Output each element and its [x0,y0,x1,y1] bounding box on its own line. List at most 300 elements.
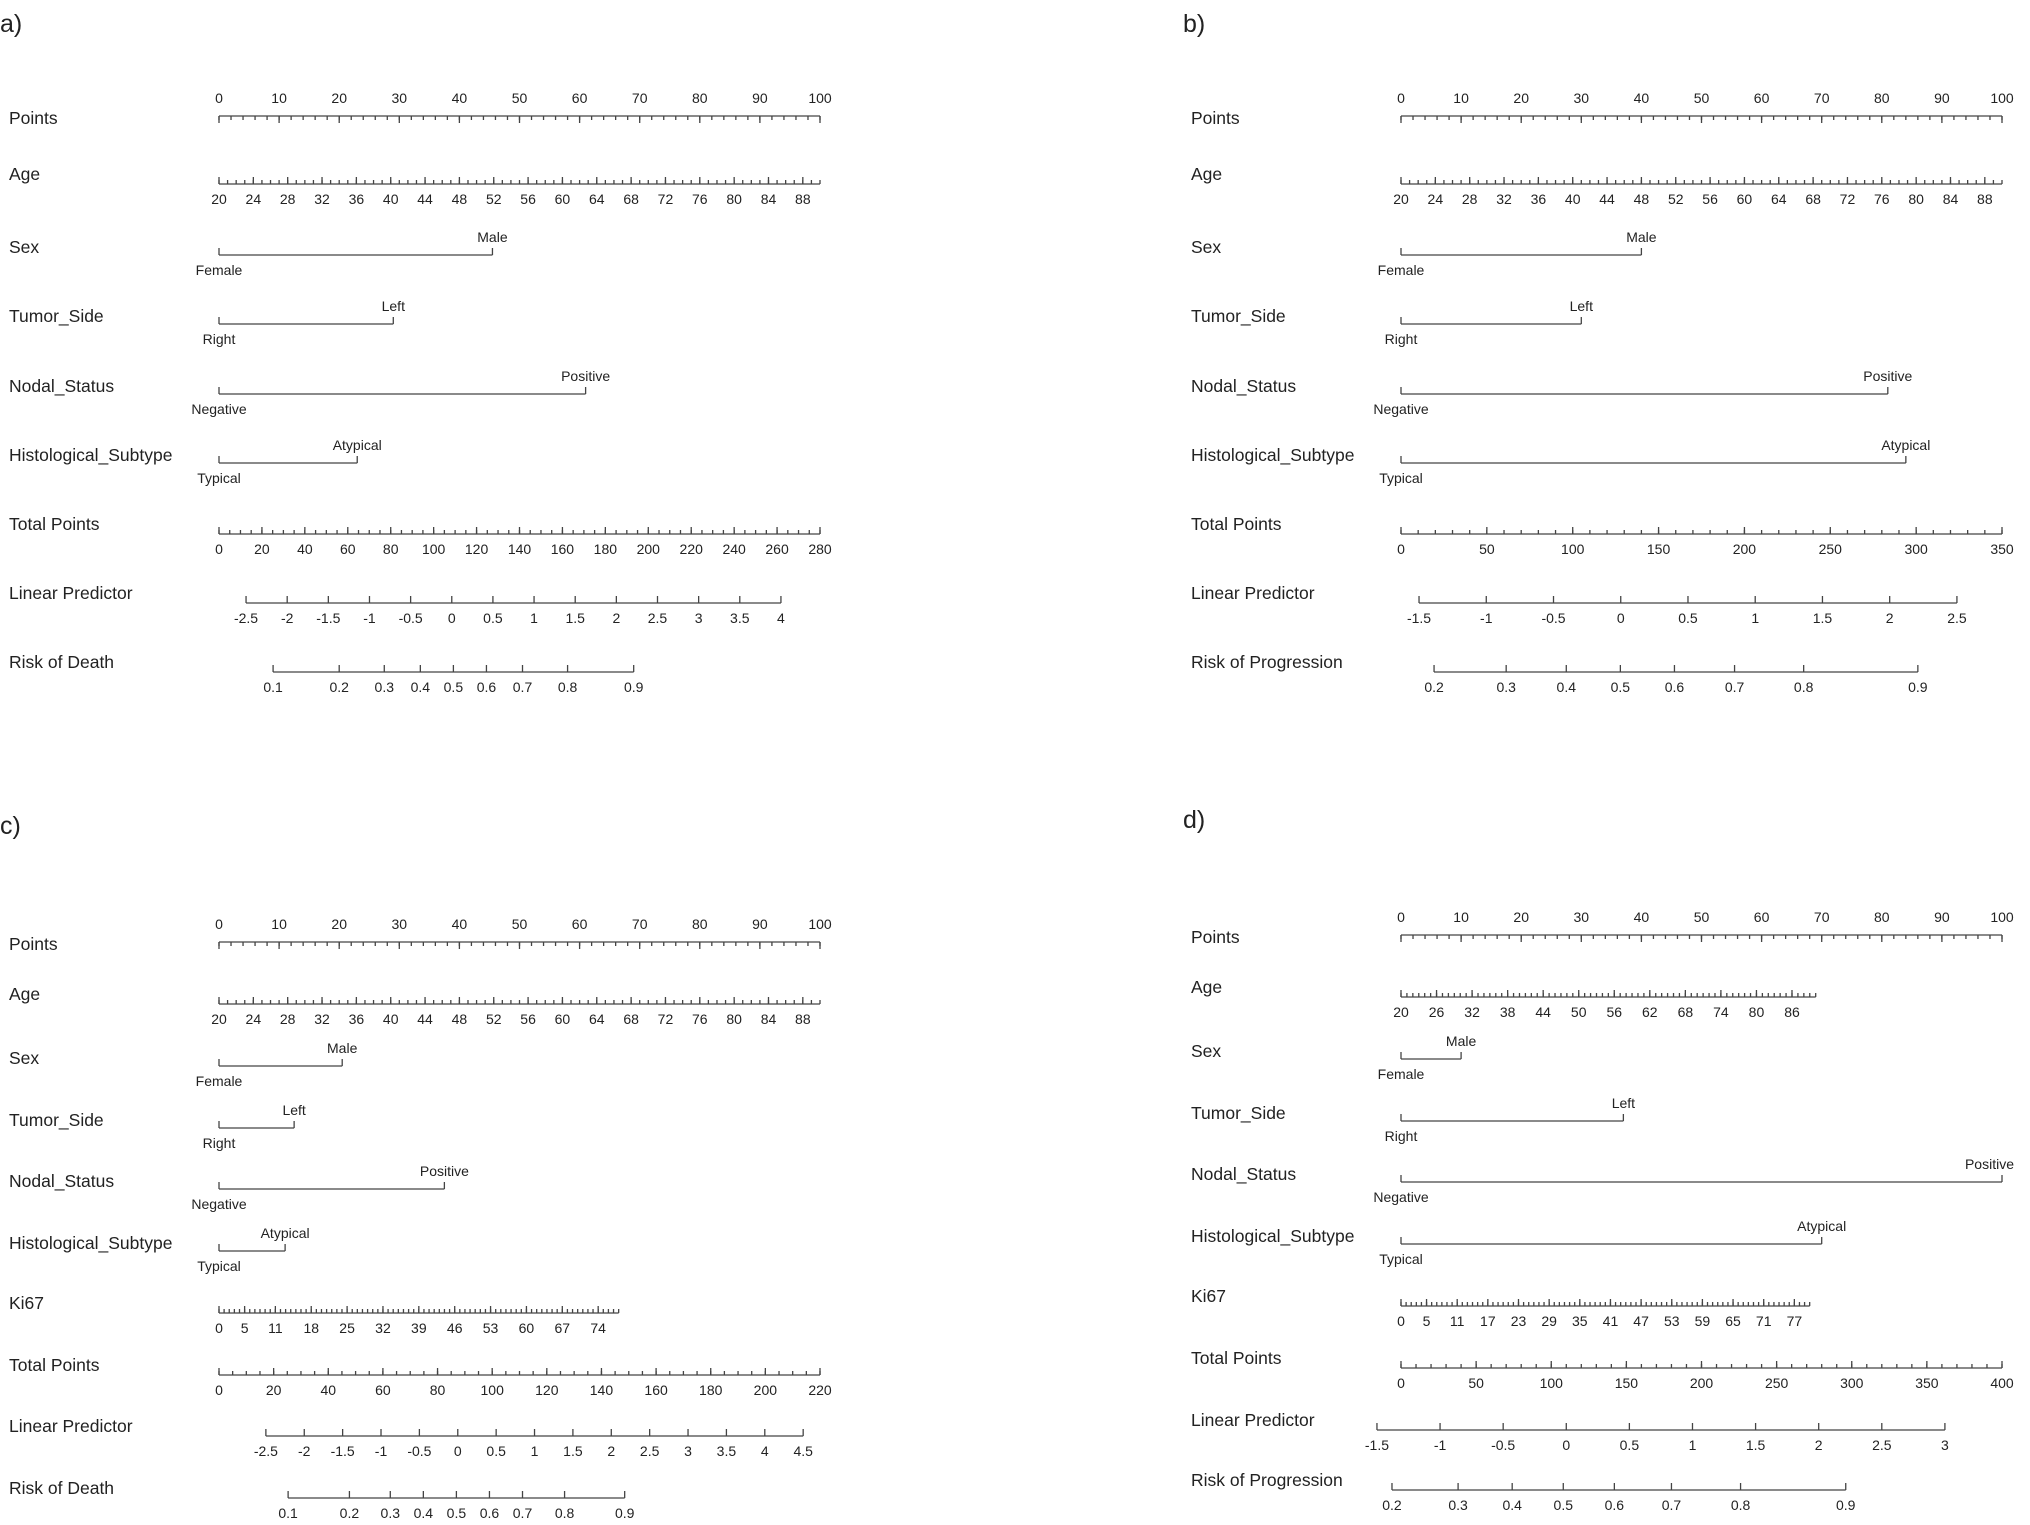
row-histological-subtype-label: Histological_Subtype [1191,445,1355,465]
row-sex-level-female: Female [195,262,243,278]
row-total-points-tick-label: 120 [535,1382,559,1398]
row-linear-predictor-tick-label: 0.5 [486,1443,506,1459]
row-total-points-tick-label: 100 [1561,541,1585,557]
row-risk-of-death [9,652,644,695]
row-ki67-tick-label: 71 [1755,1313,1772,1329]
row-age-label: Age [1191,164,1223,184]
row-tumor-side-level-right: Right [202,1135,236,1151]
row-points-tick-label: 20 [331,90,347,106]
row-age-tick-label: 72 [657,191,674,207]
row-age-tick-label: 76 [692,1011,708,1027]
row-risk-of-death-tick-label: 0.8 [557,679,578,695]
row-total-points-tick-label: 20 [265,1382,282,1398]
row-age-tick-label: 20 [211,1011,227,1027]
row-age-tick-label: 40 [382,191,399,207]
row-linear-predictor-tick-label: 2.5 [647,610,668,626]
row-ki67-tick-label: 47 [1633,1313,1649,1329]
row-linear-predictor-tick-label: 0 [453,1443,462,1459]
row-age-tick-label: 56 [1702,191,1718,207]
row-linear-predictor [1191,583,1967,626]
row-age-tick-label: 44 [1599,191,1615,207]
panel-c [0,812,832,1521]
row-points-tick-label: 50 [1693,90,1710,106]
row-sex [9,1040,358,1089]
row-linear-predictor-tick-label: 1.5 [563,1443,583,1459]
row-age-tick-label: 20 [1393,191,1409,207]
row-linear-predictor-tick-label: -1 [1480,610,1493,626]
row-points-tick-label: 0 [1397,909,1405,925]
row-linear-predictor-tick-label: -0.5 [407,1443,432,1459]
row-age-tick-label: 32 [314,191,330,207]
row-linear-predictor-tick-label: 0.5 [1619,1437,1640,1453]
row-risk-of-death-tick-label: 0.7 [512,679,533,695]
row-sex-level-female: Female [1377,1066,1425,1082]
row-age-tick-label: 64 [588,1011,605,1027]
row-points-tick-label: 0 [215,90,223,106]
row-points-tick-label: 40 [1633,90,1650,106]
row-sex-label: Sex [9,1048,40,1068]
row-total-points-tick-label: 0 [1397,1375,1405,1391]
row-linear-predictor [1191,1410,1949,1453]
row-linear-predictor-tick-label: 0.5 [1678,610,1698,626]
row-age-tick-label: 68 [1677,1004,1694,1020]
row-age-tick-label: 20 [1393,1004,1409,1020]
row-histological-subtype-label: Histological_Subtype [1191,1226,1355,1246]
row-sex-level-male: Male [327,1040,358,1056]
row-risk-of-progression-tick-label: 0.8 [1730,1497,1751,1513]
row-total-points-tick-label: 100 [421,541,446,557]
row-total-points-tick-label: 120 [464,541,489,557]
row-points-tick-label: 10 [1453,909,1469,925]
row-linear-predictor-tick-label: 4 [777,610,785,626]
row-total-points [1191,1348,2014,1391]
row-risk-of-death-tick-label: 0.5 [443,679,464,695]
row-total-points-label: Total Points [1191,1348,1282,1368]
row-age-tick-label: 24 [245,191,262,207]
row-total-points-label: Total Points [9,1355,100,1375]
row-points [9,90,832,128]
row-tumor-side-label: Tumor_Side [9,306,104,326]
row-age-tick-label: 36 [1530,191,1547,207]
row-age [9,984,820,1027]
row-risk-of-death-tick-label: 0.9 [623,679,644,695]
row-risk-of-death-tick-label: 0.2 [329,679,349,695]
row-points-tick-label: 30 [1573,909,1590,925]
row-age-tick-label: 60 [554,1011,571,1027]
row-age-tick-label: 40 [382,1011,399,1027]
row-linear-predictor-tick-label: -1 [374,1443,388,1459]
row-risk-of-progression-tick-label: 0.9 [1908,679,1928,695]
row-age-tick-label: 52 [1667,191,1684,207]
row-points-tick-label: 80 [1874,909,1890,925]
row-points-tick-label: 60 [571,916,588,932]
row-sex-label: Sex [1191,1041,1222,1061]
row-total-points-tick-label: 0 [1397,541,1405,557]
row-linear-predictor-tick-label: 2.5 [1947,610,1967,626]
row-nodal-status-level-negative: Negative [1373,1189,1429,1205]
row-histological-subtype-level-atypical: Atypical [1797,1218,1847,1234]
row-linear-predictor-tick-label: 1 [1751,610,1760,626]
row-histological-subtype-level-atypical: Atypical [332,437,382,453]
row-risk-of-progression-tick-label: 0.3 [1448,1497,1468,1513]
row-sex [1191,1033,1476,1082]
row-ki67-tick-label: 25 [339,1320,355,1336]
row-age-tick-label: 88 [1977,191,1993,207]
row-linear-predictor-tick-label: 0.5 [483,610,503,626]
row-ki67-tick-label: 5 [1422,1313,1431,1329]
row-sex-label: Sex [1191,237,1222,257]
row-total-points-tick-label: 300 [1904,541,1928,557]
row-linear-predictor [9,583,785,626]
row-points-label: Points [1191,927,1240,947]
panel-d [1183,806,2014,1513]
row-histological-subtype [9,437,382,486]
row-linear-predictor-tick-label: 2 [607,1443,616,1459]
row-tumor-side-label: Tumor_Side [1191,306,1286,326]
row-age-tick-label: 68 [1805,191,1821,207]
row-linear-predictor-tick-label: -1.5 [330,1443,355,1459]
row-linear-predictor-tick-label: 3.5 [730,610,750,626]
row-histological-subtype-level-typical: Typical [1379,1251,1423,1267]
row-total-points-tick-label: 200 [636,541,660,557]
row-ki67-tick-label: 29 [1541,1313,1557,1329]
row-linear-predictor-tick-label: 1.5 [1745,1437,1766,1453]
row-nodal-status-label: Nodal_Status [9,1171,115,1191]
row-points-tick-label: 70 [631,916,648,932]
row-risk-of-death-tick-label: 0.6 [476,679,497,695]
row-total-points-tick-label: 140 [589,1382,614,1398]
row-risk-of-progression-tick-label: 0.4 [1502,1497,1522,1513]
row-age-tick-label: 68 [623,1011,639,1027]
row-age-tick-label: 32 [314,1011,330,1027]
row-linear-predictor [9,1416,813,1459]
row-linear-predictor-tick-label: 2 [1885,610,1894,626]
row-points-tick-label: 100 [808,90,832,106]
row-total-points-tick-label: 150 [1614,1375,1639,1391]
row-age-tick-label: 44 [417,1011,433,1027]
row-risk-of-death-tick-label: 0.9 [614,1505,635,1521]
row-points-tick-label: 0 [1397,90,1405,106]
row-sex-level-male: Male [477,229,508,245]
row-risk-of-progression-tick-label: 0.5 [1610,679,1631,695]
row-points-tick-label: 30 [391,916,408,932]
row-linear-predictor-tick-label: 2.5 [639,1443,660,1459]
row-age-tick-label: 28 [279,1011,296,1027]
row-total-points-tick-label: 40 [297,541,313,557]
row-points-tick-label: 70 [631,90,648,106]
row-nodal-status-level-positive: Positive [561,368,611,384]
row-age-tick-label: 56 [1606,1004,1623,1020]
row-age-tick-label: 76 [1874,191,1890,207]
row-age-tick-label: 60 [1736,191,1753,207]
row-risk-of-progression-label: Risk of Progression [1191,652,1343,672]
row-ki67-tick-label: 5 [240,1320,249,1336]
row-risk-of-death-tick-label: 0.6 [479,1505,500,1521]
row-risk-of-progression-tick-label: 0.2 [1424,679,1444,695]
row-linear-predictor-tick-label: 0 [447,610,456,626]
row-age-tick-label: 74 [1713,1004,1729,1020]
row-total-points-tick-label: 350 [1990,541,2014,557]
row-sex-level-male: Male [1445,1033,1477,1049]
row-points-tick-label: 90 [1934,90,1950,106]
row-nodal-status-label: Nodal_Status [1191,376,1297,396]
row-age-tick-label: 44 [1535,1004,1551,1020]
row-points-tick-label: 90 [1934,909,1950,925]
row-age-tick-label: 52 [485,191,502,207]
row-risk-of-death [9,1478,635,1521]
row-total-points-tick-label: 0 [215,541,223,557]
row-nodal-status-level-negative: Negative [1373,401,1429,417]
row-total-points-tick-label: 300 [1840,1375,1864,1391]
row-points-tick-label: 50 [511,916,528,932]
row-age-tick-label: 80 [1748,1004,1765,1020]
row-total-points-tick-label: 150 [1646,541,1671,557]
row-linear-predictor-tick-label: 1.5 [565,610,585,626]
row-ki67-tick-label: 65 [1725,1313,1741,1329]
row-points-label: Points [1191,108,1240,128]
row-age-tick-label: 62 [1642,1004,1658,1020]
row-age-tick-label: 48 [451,1011,468,1027]
row-age-tick-label: 88 [795,1011,811,1027]
row-points-tick-label: 50 [511,90,528,106]
row-risk-of-death-tick-label: 0.3 [380,1505,401,1521]
row-risk-of-progression-tick-label: 0.7 [1724,679,1745,695]
row-nodal-status-label: Nodal_Status [9,376,115,396]
row-age-tick-label: 88 [795,191,811,207]
row-age-tick-label: 32 [1496,191,1512,207]
row-age-tick-label: 52 [485,1011,502,1027]
row-points-tick-label: 40 [1633,909,1650,925]
row-total-points-tick-label: 220 [808,1382,832,1398]
row-total-points-tick-label: 180 [699,1382,723,1398]
row-risk-of-progression-tick-label: 0.4 [1556,679,1577,695]
row-total-points-tick-label: 200 [1732,541,1757,557]
row-histological-subtype-label: Histological_Subtype [9,445,173,465]
row-points-tick-label: 90 [752,916,768,932]
row-ki67-tick-label: 0 [1397,1313,1405,1329]
row-risk-of-progression-tick-label: 0.9 [1836,1497,1856,1513]
row-tumor-side-label: Tumor_Side [1191,1103,1286,1123]
row-tumor-side-level-right: Right [202,331,236,347]
row-risk-of-death-label: Risk of Death [9,1478,115,1498]
row-linear-predictor-label: Linear Predictor [1191,1410,1315,1430]
row-ki67-tick-label: 59 [1694,1313,1711,1329]
row-ki67-tick-label: 41 [1602,1313,1619,1329]
row-ki67-tick-label: 17 [1480,1313,1496,1329]
row-total-points-tick-label: 50 [1479,541,1495,557]
row-age-tick-label: 32 [1464,1004,1480,1020]
row-risk-of-death-tick-label: 0.4 [410,679,431,695]
row-points-tick-label: 70 [1813,90,1830,106]
row-total-points-tick-label: 200 [1689,1375,1714,1391]
row-ki67 [1191,1286,1810,1329]
row-total-points-tick-label: 260 [765,541,789,557]
row-total-points-tick-label: 350 [1915,1375,1939,1391]
row-linear-predictor-tick-label: 3 [684,1443,692,1459]
row-tumor-side-level-left: Left [1611,1095,1636,1111]
row-age-tick-label: 64 [588,191,605,207]
row-total-points [9,1355,832,1398]
row-points-tick-label: 80 [692,916,708,932]
row-points-tick-label: 40 [451,916,468,932]
row-risk-of-progression-tick-label: 0.5 [1553,1497,1574,1513]
row-points-tick-label: 70 [1813,909,1830,925]
row-total-points-tick-label: 240 [722,541,746,557]
row-ki67-label: Ki67 [1191,1286,1227,1306]
row-linear-predictor-label: Linear Predictor [9,1416,133,1436]
row-linear-predictor-tick-label: 4.5 [793,1443,813,1459]
row-risk-of-death-tick-label: 0.1 [263,679,283,695]
row-histological-subtype-level-typical: Typical [197,470,241,486]
row-age-tick-label: 68 [623,191,639,207]
row-risk-of-progression-tick-label: 0.3 [1496,679,1516,695]
row-points-tick-label: 80 [1874,90,1890,106]
row-tumor-side [1191,298,1593,347]
row-points-tick-label: 90 [752,90,768,106]
row-linear-predictor-tick-label: 4 [760,1443,769,1459]
row-linear-predictor-label: Linear Predictor [1191,583,1315,603]
panel-b [1183,10,2014,695]
row-total-points-tick-label: 100 [480,1382,504,1398]
row-ki67-label: Ki67 [9,1293,45,1313]
row-linear-predictor-tick-label: 2.5 [1872,1437,1892,1453]
row-nodal-status-level-negative: Negative [191,1196,247,1212]
row-points-tick-label: 30 [1573,90,1590,106]
row-age-tick-label: 28 [279,191,296,207]
row-age-tick-label: 48 [451,191,468,207]
row-nodal-status-level-negative: Negative [191,401,247,417]
row-linear-predictor-tick-label: 2 [612,610,621,626]
row-points-tick-label: 80 [692,90,708,106]
row-nodal-status-level-positive: Positive [1863,368,1913,384]
row-tumor-side-level-left: Left [381,298,405,314]
row-age-tick-label: 76 [692,191,708,207]
row-age-label: Age [9,984,41,1004]
row-total-points-tick-label: 250 [1764,1375,1789,1391]
row-nodal-status-label: Nodal_Status [1191,1164,1297,1184]
row-histological-subtype [1191,1218,1846,1267]
row-total-points-tick-label: 60 [339,541,356,557]
row-total-points-tick-label: 160 [644,1382,668,1398]
row-risk-of-progression [1191,1470,1856,1513]
row-linear-predictor-tick-label: -2.5 [253,1443,278,1459]
row-risk-of-progression-tick-label: 0.6 [1664,679,1685,695]
row-tumor-side-level-left: Left [1569,298,1593,314]
row-linear-predictor-tick-label: -1 [363,610,376,626]
row-sex [1191,229,1657,278]
row-linear-predictor-tick-label: -1 [1433,1437,1447,1453]
row-ki67-tick-label: 46 [446,1320,463,1336]
row-sex-label: Sex [9,237,40,257]
row-ki67-tick-label: 18 [303,1320,320,1336]
row-age-tick-label: 84 [1942,191,1959,207]
row-risk-of-death-label: Risk of Death [9,652,115,672]
row-linear-predictor-tick-label: 1 [530,610,538,626]
row-points-tick-label: 100 [1990,909,2014,925]
row-linear-predictor-label: Linear Predictor [9,583,133,603]
row-total-points-tick-label: 60 [375,1382,391,1398]
row-age-tick-label: 48 [1633,191,1650,207]
row-linear-predictor-tick-label: 2 [1814,1437,1823,1453]
row-nodal-status [9,1163,469,1212]
row-total-points-tick-label: 220 [679,541,703,557]
row-age-tick-label: 36 [348,1011,365,1027]
row-age-tick-label: 56 [520,191,536,207]
row-risk-of-death-tick-label: 0.2 [339,1505,360,1521]
row-points-tick-label: 60 [1753,90,1770,106]
row-age-tick-label: 60 [554,191,571,207]
row-nodal-status-level-positive: Positive [1964,1156,2014,1172]
row-age-tick-label: 72 [1839,191,1856,207]
row-points-tick-label: 10 [271,916,287,932]
row-risk-of-death-tick-label: 0.4 [413,1505,434,1521]
row-histological-subtype-level-atypical: Atypical [1881,437,1931,453]
row-risk-of-progression-tick-label: 0.7 [1661,1497,1682,1513]
row-linear-predictor-tick-label: -0.5 [1491,1437,1516,1453]
row-points-tick-label: 60 [571,90,588,106]
row-histological-subtype-level-atypical: Atypical [260,1225,310,1241]
row-total-points [9,514,832,557]
row-ki67-tick-label: 0 [215,1320,223,1336]
row-linear-predictor-tick-label: -2 [280,610,294,626]
row-risk-of-death-tick-label: 0.7 [512,1505,533,1521]
row-ki67-tick-label: 11 [1449,1313,1465,1329]
row-points-label: Points [9,934,58,954]
row-total-points-tick-label: 200 [753,1382,778,1398]
row-sex-level-female: Female [195,1073,243,1089]
panel-a [0,10,832,695]
row-age [1191,164,2002,207]
row-ki67-tick-label: 67 [554,1320,571,1336]
row-nodal-status [1191,368,1913,417]
row-total-points [1191,514,2014,557]
row-tumor-side [1191,1095,1635,1144]
row-sex-level-male: Male [1626,229,1657,245]
row-age-tick-label: 86 [1784,1004,1800,1020]
row-total-points-tick-label: 40 [320,1382,337,1398]
row-tumor-side-level-left: Left [282,1102,306,1118]
row-age [1191,977,1816,1020]
row-linear-predictor-tick-label: -0.5 [398,610,423,626]
row-histological-subtype-label: Histological_Subtype [9,1233,173,1253]
row-total-points-tick-label: 100 [1539,1375,1563,1391]
row-age-tick-label: 80 [726,191,742,207]
row-linear-predictor-tick-label: 1 [1688,1437,1697,1453]
row-age-tick-label: 36 [348,191,365,207]
row-age [9,164,820,207]
panel-label: b) [1183,10,1206,38]
row-total-points-label: Total Points [9,514,100,534]
row-ki67-tick-label: 11 [268,1320,283,1336]
row-risk-of-death-tick-label: 0.8 [554,1505,575,1521]
row-linear-predictor-tick-label: -1.5 [316,610,341,626]
row-points-tick-label: 50 [1693,909,1710,925]
row-points-tick-label: 100 [808,916,832,932]
row-points-tick-label: 20 [1513,909,1529,925]
row-total-points-tick-label: 160 [550,541,575,557]
row-age-tick-label: 28 [1461,191,1478,207]
row-linear-predictor-tick-label: 0 [1616,610,1625,626]
row-age-tick-label: 56 [520,1011,536,1027]
row-linear-predictor-tick-label: 1.5 [1812,610,1833,626]
row-ki67-tick-label: 74 [590,1320,606,1336]
row-points-tick-label: 10 [271,90,287,106]
row-linear-predictor-tick-label: 0 [1562,1437,1571,1453]
row-risk-of-progression-label: Risk of Progression [1191,1470,1343,1490]
row-ki67-tick-label: 39 [411,1320,427,1336]
row-points [1191,909,2014,947]
row-age-tick-label: 72 [657,1011,674,1027]
